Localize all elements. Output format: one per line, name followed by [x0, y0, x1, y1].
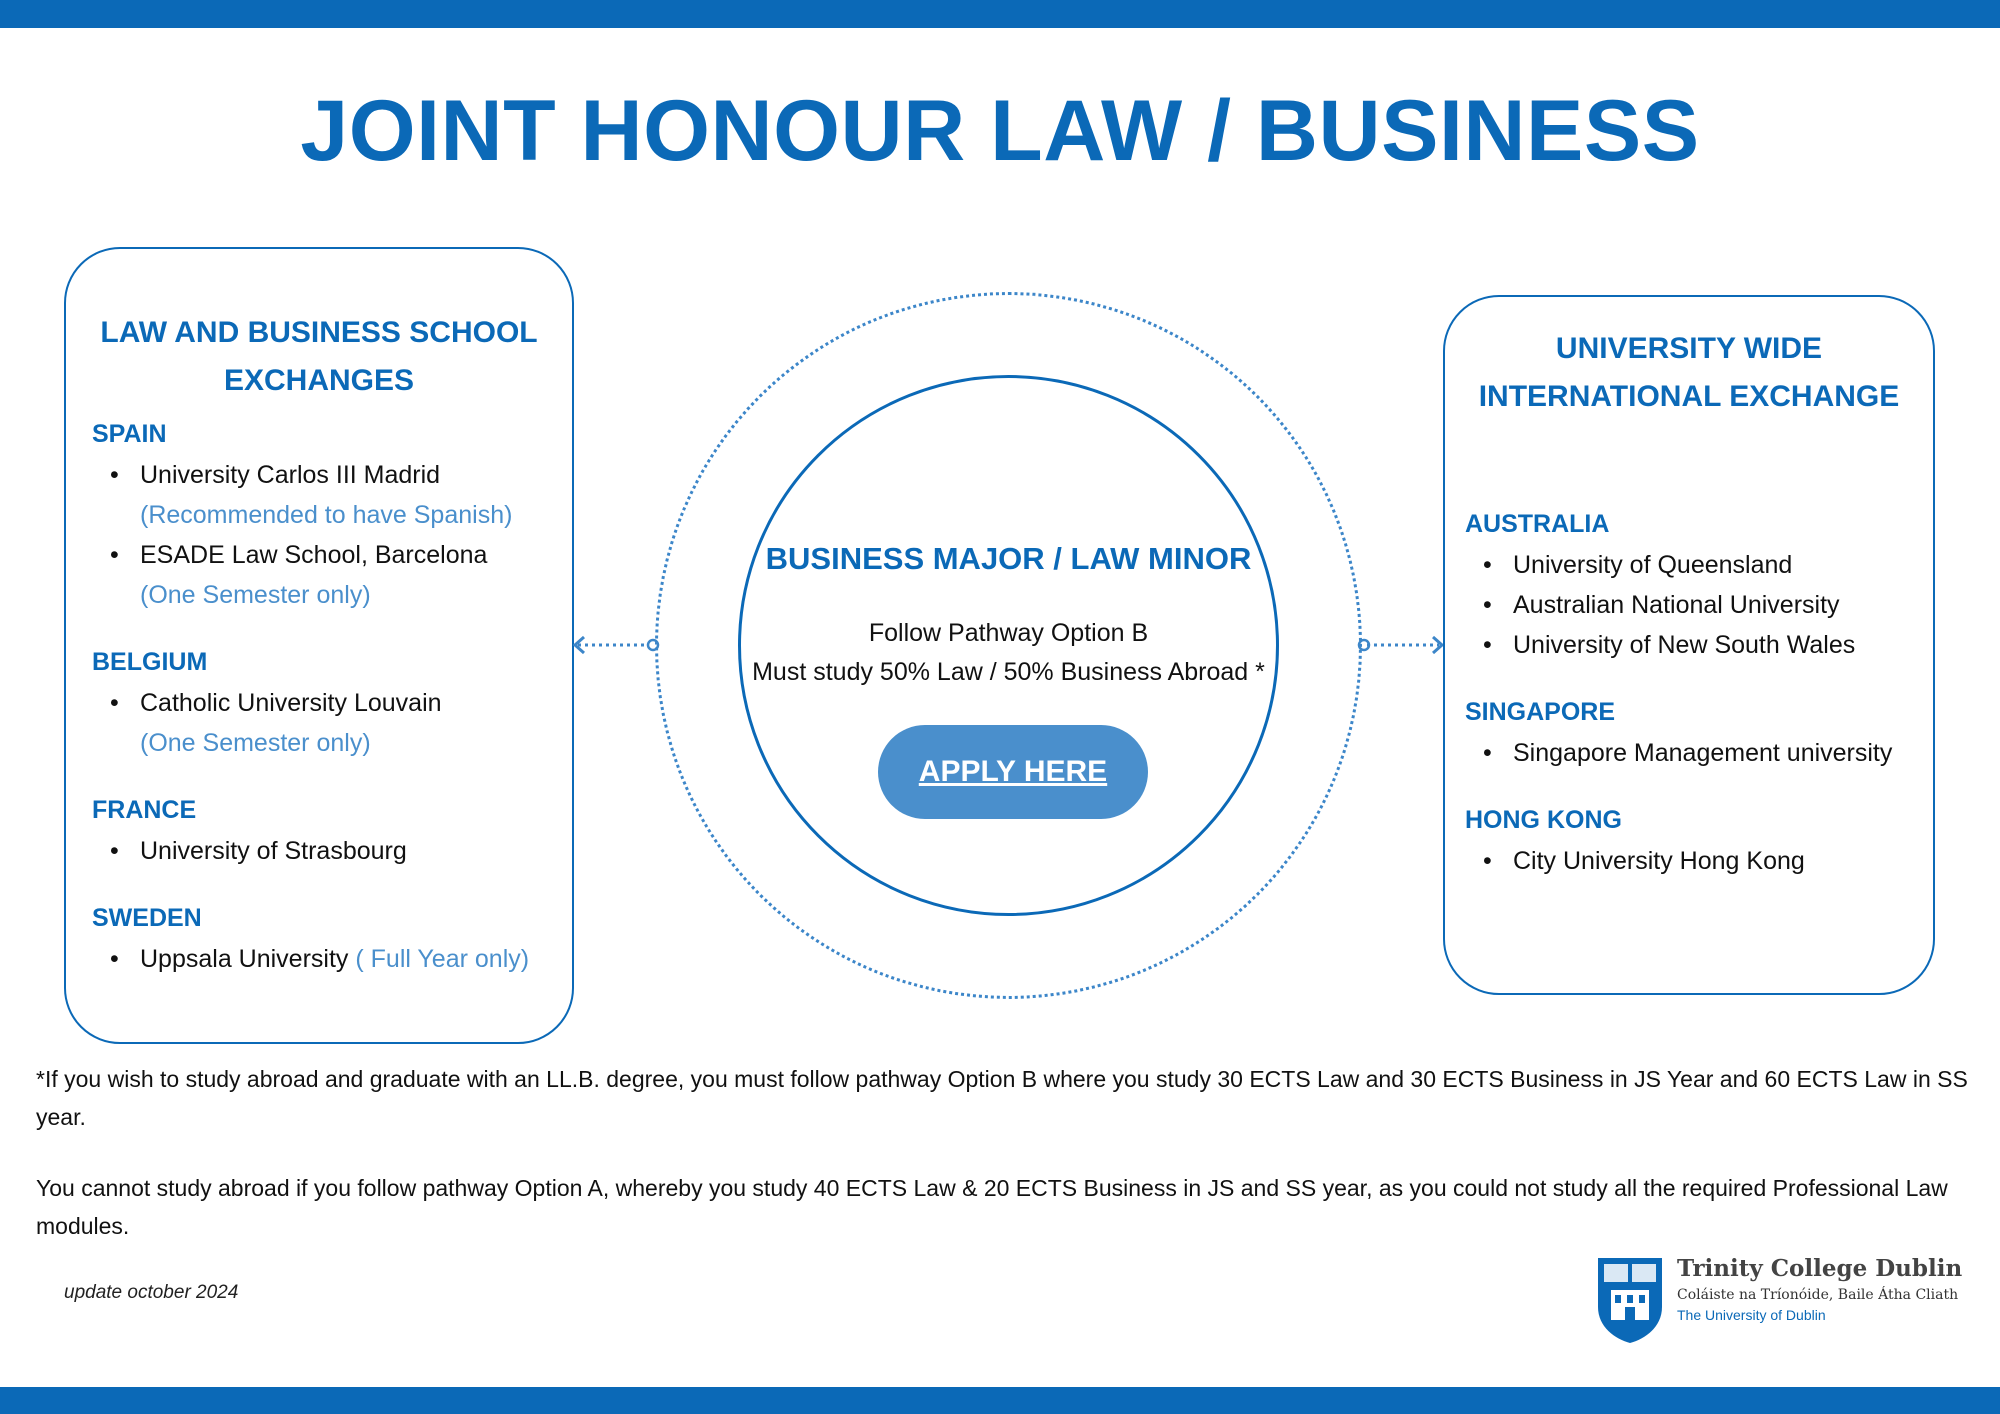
left-connector — [570, 632, 662, 658]
update-date: update october 2024 — [64, 1282, 239, 1303]
right-panel-title-line2: INTERNATIONAL EXCHANGE — [1478, 380, 1900, 413]
bottom-bar — [0, 1387, 2000, 1414]
pathway-title: BUSINESS MAJOR / LAW MINOR — [765, 541, 1252, 576]
country-belgium: BELGIUM — [92, 648, 208, 676]
uni-name: Catholic University Louvain — [140, 689, 442, 717]
uni-note: ( Full Year only) — [355, 945, 530, 973]
uni-item: • University of Queensland — [1465, 545, 1923, 585]
uni-item: • Singapore Management university — [1465, 733, 1923, 773]
uni-item: • City University Hong Kong — [1465, 841, 1923, 881]
tcd-logo — [1595, 1255, 1995, 1345]
uni-item: • Australian National University — [1465, 585, 1923, 625]
uni-name: Uppsala University — [140, 945, 349, 973]
uni-item — [92, 831, 562, 871]
right-panel-title — [1445, 325, 1933, 421]
uni-name: ESADE Law School, Barcelona — [140, 541, 488, 569]
footnote-option-b: *If you wish to study abroad and graduate with an LL.B. degree, you must follow pathway Option B where you study 30 ECTS Law and 30 ECTS Business in JS Year and 60 ECTS Law in SS year. — [36, 1066, 1968, 1130]
page-title: JOINT HONOUR LAW / BUSINESS — [300, 83, 1700, 179]
apply-here-button[interactable]: APPLY HERE — [878, 725, 1148, 819]
left-panel-title-line1: LAW AND BUSINESS SCHOOL — [100, 316, 538, 349]
country-france: FRANCE — [92, 796, 197, 824]
country-singapore: SINGAPORE — [1465, 698, 1616, 726]
logo-irish-name: Coláiste na Tríonóide, Baile Átha Cliath — [1677, 1287, 1959, 1303]
top-bar — [0, 0, 2000, 28]
right-connector — [1355, 632, 1447, 658]
country-hong-kong: HONG KONG — [1465, 806, 1622, 834]
uni-note: (Recommended to have Spanish) — [140, 501, 513, 529]
law-business-exchanges-panel — [64, 247, 574, 1044]
uni-note: (One Semester only) — [140, 581, 371, 609]
tcd-crest-icon — [1595, 1255, 1665, 1345]
left-panel-title-line2: EXCHANGES — [223, 364, 415, 397]
uni-item: • University of New South Wales — [1465, 625, 1923, 665]
footnote-option-a: You cannot study abroad if you follow pathway Option A, whereby you study 40 ECTS Law & 20 ECTS Business in JS and SS year, as you could not study all the required Professional Law modules. — [36, 1175, 1948, 1239]
uni-item — [92, 683, 562, 723]
pathway-line1: Follow Pathway Option B — [868, 619, 1149, 647]
left-panel-title — [66, 309, 572, 405]
university-wide-exchange-panel — [1443, 295, 1935, 995]
logo-subtitle: The University of Dublin — [1677, 1307, 1826, 1323]
uni-item — [92, 455, 562, 495]
uni-name: University Carlos III Madrid — [140, 461, 441, 489]
country-australia: AUSTRALIA — [1465, 510, 1610, 538]
country-sweden: SWEDEN — [92, 904, 202, 932]
logo-name: Trinity College Dublin — [1677, 1255, 1963, 1282]
uni-item — [92, 939, 562, 979]
pathway-line2: Must study 50% Law / 50% Business Abroad * — [752, 658, 1265, 686]
uni-item — [92, 535, 562, 575]
right-panel-title-line1: UNIVERSITY WIDE — [1555, 332, 1823, 365]
country-spain: SPAIN — [92, 420, 167, 448]
uni-name: University of Strasbourg — [140, 837, 407, 865]
uni-note: (One Semester only) — [140, 729, 371, 757]
